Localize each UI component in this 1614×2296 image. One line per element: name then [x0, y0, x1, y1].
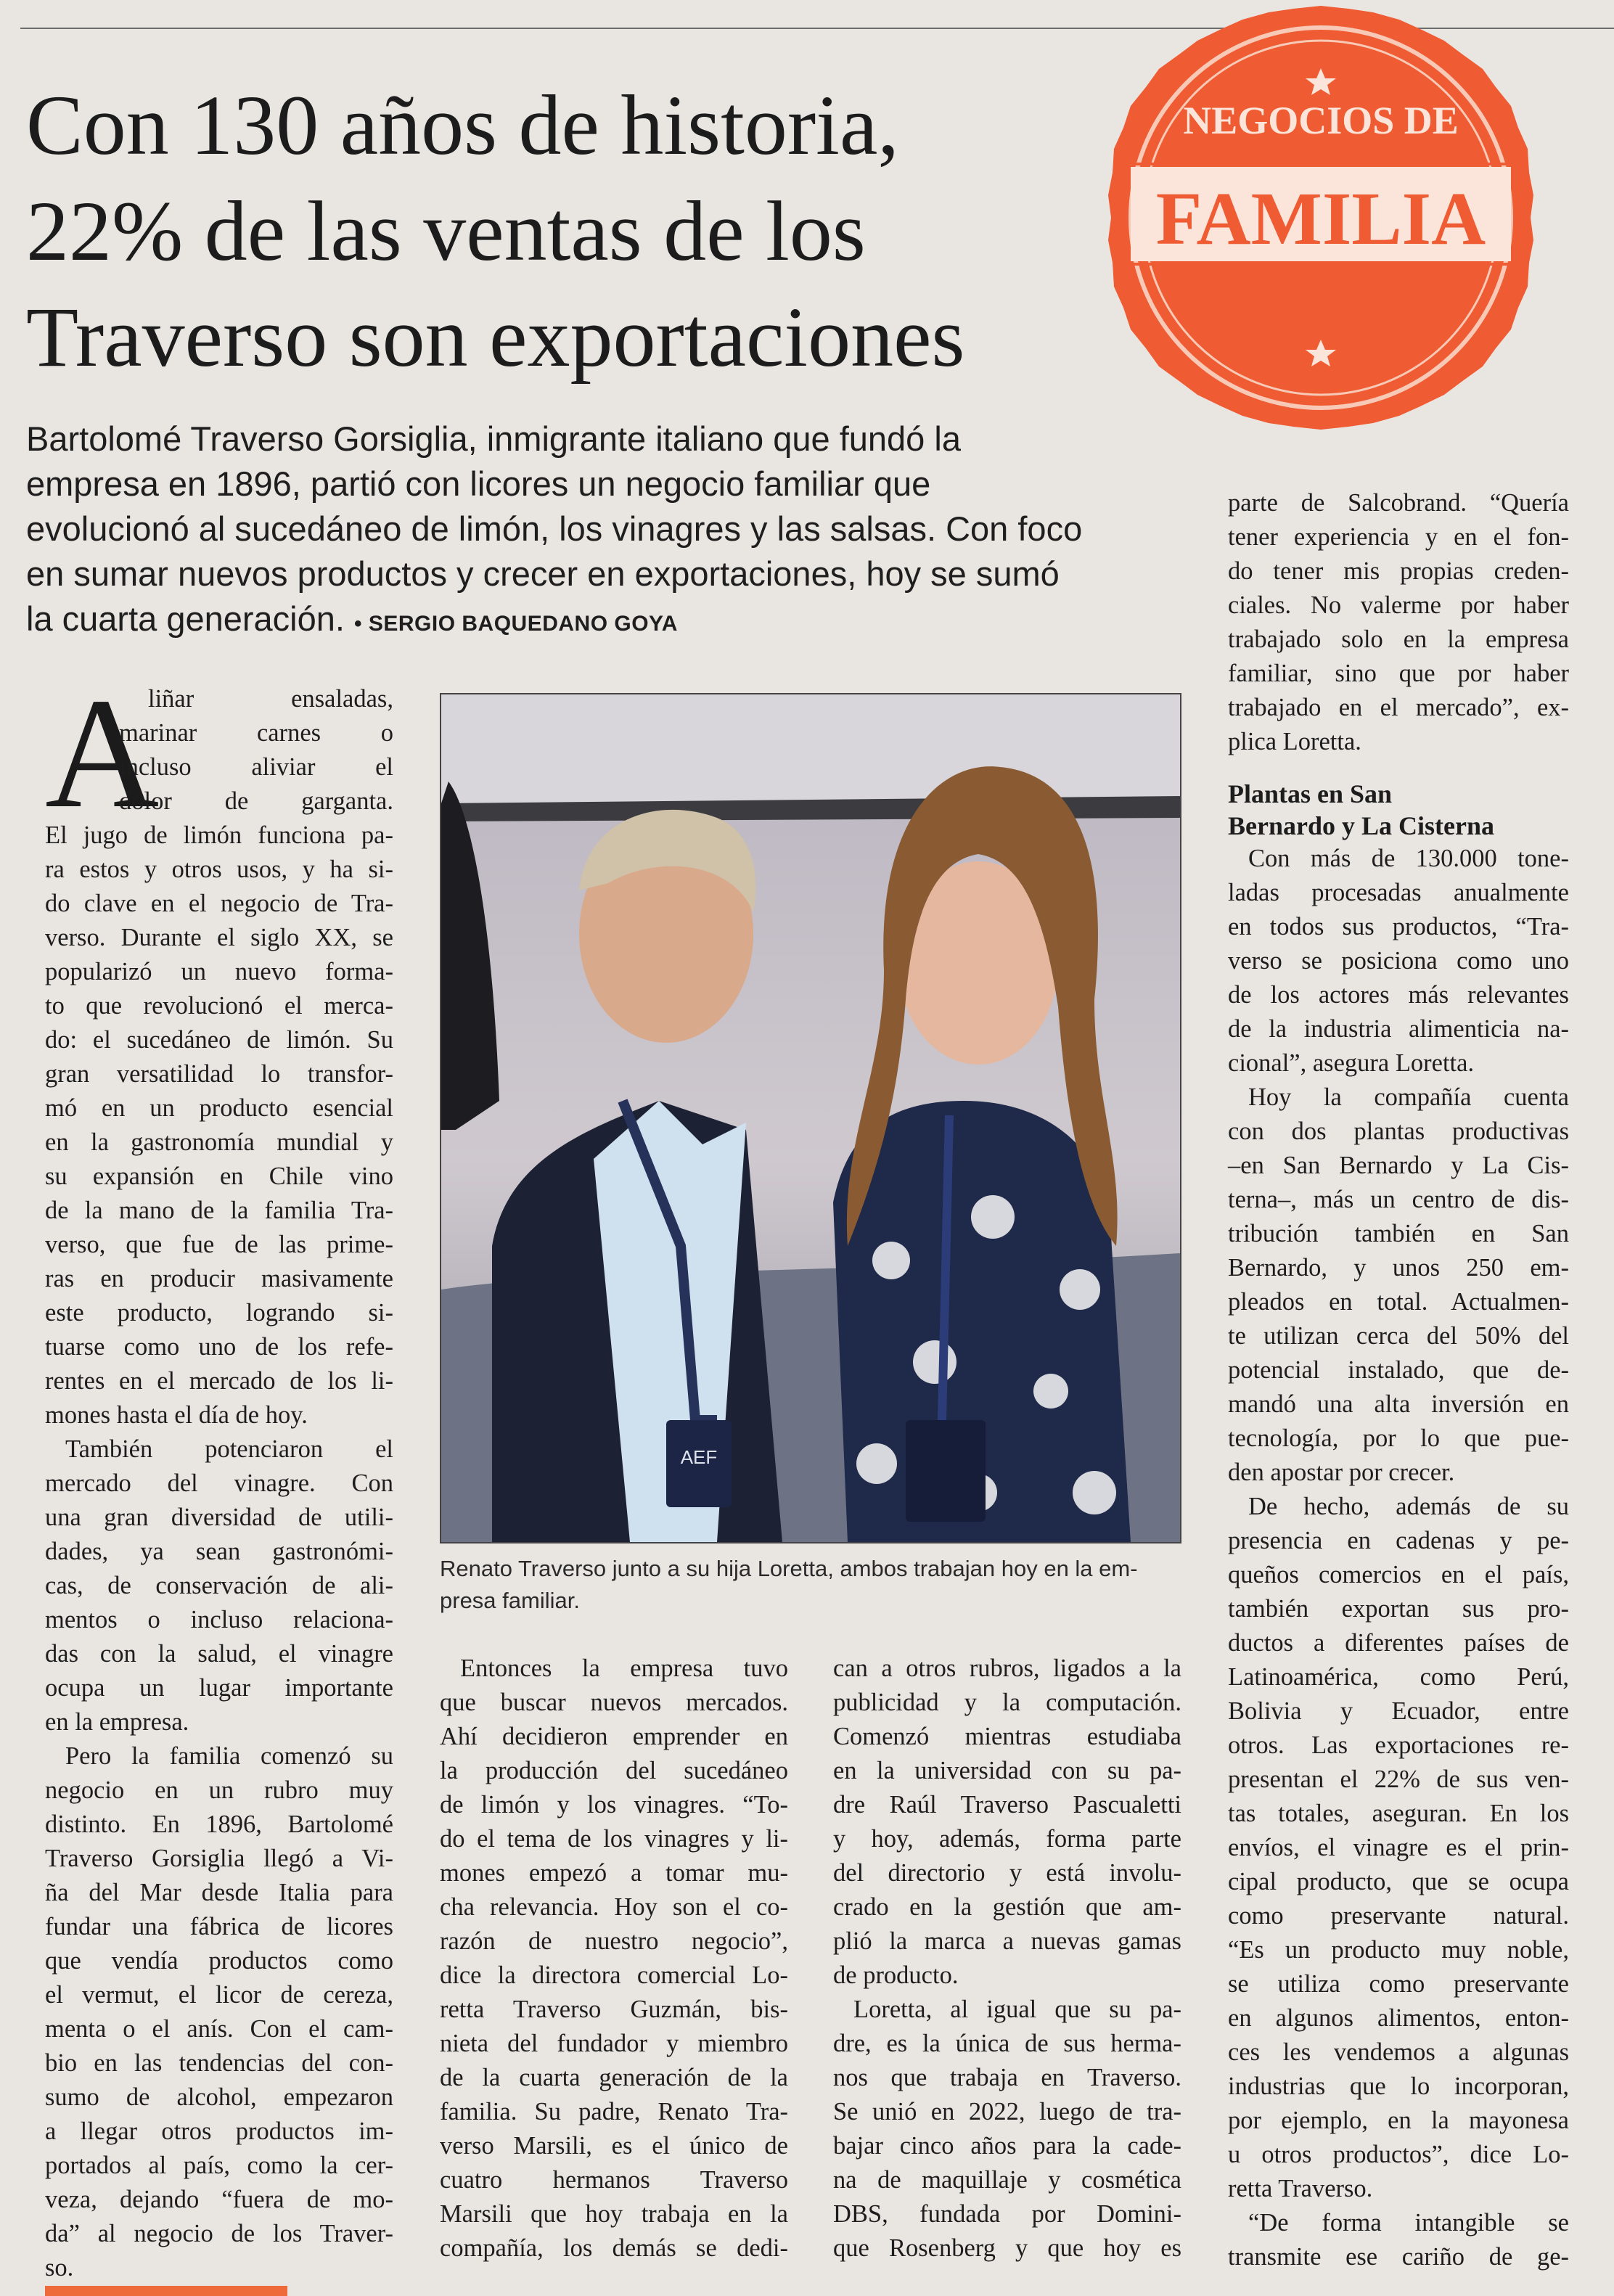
text-line: la producción del sucedáneo: [440, 1757, 788, 1784]
text-line: ductos a diferentes países de: [1228, 1629, 1569, 1657]
text-line: por ejemplo, en la mayonesa: [1228, 2107, 1569, 2134]
column-4: [1228, 486, 1569, 2274]
text-line: en la universidad con su pa-: [833, 1757, 1181, 1784]
text-line: verso Marsili, es el único de: [440, 2132, 788, 2160]
caption-line: presa familiar.: [440, 1588, 580, 1613]
text-line: ces les vendemos a algunas: [1228, 2038, 1569, 2066]
lead-last-text: la cuarta generación.: [26, 599, 345, 638]
text-line: Bernardo, y unos 250 em-: [1228, 1254, 1569, 1282]
text-line: rentes en el mercado de los li-: [45, 1367, 393, 1395]
text-line: mentos o incluso relaciona-: [45, 1606, 393, 1633]
headline-line: Con 130 años de historia,: [26, 78, 899, 173]
text-line: can a otros rubros, ligados a la: [833, 1655, 1181, 1682]
text-line: Loretta, al igual que su pa-: [853, 1996, 1181, 2023]
text-line: ña del Mar desde Italia para: [45, 1879, 393, 1906]
text-line: ras en producir masivamente: [45, 1265, 393, 1292]
text-line: mones empezó a tomar mu-: [440, 1859, 788, 1887]
text-line: El jugo de limón funciona pa-: [45, 821, 393, 849]
text-line: en todos sus productos, “Tra-: [1228, 913, 1569, 940]
text-line: compañía, los demás se dedi-: [440, 2234, 788, 2262]
text-line: transmite ese cariño de ge-: [1228, 2243, 1569, 2271]
subhead-line: Bernardo y La Cisterna: [1228, 811, 1494, 840]
text-line: que buscar nuevos mercados.: [440, 1689, 788, 1716]
negocios-de-familia-stamp: [1081, 0, 1560, 435]
lead-line: empresa en 1896, partió con licores un negocio familiar que: [26, 464, 931, 503]
lead-line-last: [26, 596, 1202, 647]
text-line: como preservante natural.: [1228, 1902, 1569, 1930]
column-4-top: [1228, 486, 1569, 759]
text-line: dre, es la única de sus herma-: [833, 2030, 1181, 2057]
text-line: dice la directora comercial Lo-: [440, 1961, 788, 1989]
text-line: mandó una alta inversión en: [1228, 1390, 1569, 1418]
text-line: en la gastronomía mundial y: [45, 1128, 393, 1156]
headline-line: Traverso son exportaciones: [26, 290, 965, 385]
drop-cap: A: [45, 666, 160, 841]
text-line: parte de Salcobrand. “Quería: [1228, 489, 1569, 517]
text-line: Hoy la compañía cuenta: [1248, 1083, 1569, 1111]
text-line: ciales. No valerme por haber: [1228, 591, 1569, 619]
text-line: retta Traverso.: [1228, 2175, 1373, 2202]
photo-caption: [440, 1553, 1181, 1617]
text-line: dolor de garganta.: [119, 787, 393, 815]
photo-illustration: [441, 694, 1180, 1542]
text-line: plica Loretta.: [1228, 728, 1361, 755]
text-line: presencia en cadenas y pe-: [1228, 1527, 1569, 1554]
bottom-accent-bar: [45, 2286, 287, 2296]
text-line: dades, ya sean gastronómi-: [45, 1538, 393, 1565]
text-line: u otros productos”, dice Lo-: [1228, 2141, 1569, 2168]
text-line: y hoy, además, forma parte: [833, 1825, 1181, 1853]
text-line: se utiliza como preservante: [1228, 1970, 1569, 1998]
text-line: cipal producto, que se ocupa: [1228, 1868, 1569, 1895]
subhead-line: Plantas en San: [1228, 779, 1393, 808]
text-line: presentan el 22% de sus ven-: [1228, 1766, 1569, 1793]
text-line: so.: [45, 2254, 74, 2281]
text-line: envíos, el vinagre es el prin-: [1228, 1834, 1569, 1861]
text-line: ladas procesadas anualmente: [1228, 879, 1569, 906]
lead-line: Bartolomé Traverso Gorsiglia, inmigrante italiano que fundó la: [26, 419, 961, 458]
text-line: tuarse como uno de los refe-: [45, 1333, 393, 1361]
text-line: do el tema de los vinagres y li-: [440, 1825, 788, 1853]
text-line: portados al país, como la cer-: [45, 2152, 393, 2179]
byline: • SERGIO BAQUEDANO GOYA: [354, 612, 678, 636]
text-line: nieta del fundador y miembro: [440, 2030, 788, 2057]
text-line: verso. Durante el siglo XX, se: [45, 924, 393, 951]
text-line: negocio en un rubro muy: [45, 1776, 393, 1804]
text-line: do clave en el negocio de Tra-: [45, 890, 393, 917]
text-line: crado en la gestión que am-: [833, 1893, 1181, 1921]
text-line: ra estos y otros usos, y ha si-: [45, 856, 393, 883]
stamp-top-text: NEGOCIOS DE: [1183, 99, 1459, 142]
text-line: de la industria alimenticia na-: [1228, 1015, 1569, 1043]
text-line: incluso aliviar el: [119, 753, 393, 781]
text-line: Marsili que hoy trabaja en la: [440, 2200, 788, 2228]
text-line: gran versatilidad lo transfor-: [45, 1060, 393, 1088]
text-line: de los actores más relevantes: [1228, 981, 1569, 1009]
text-line: familiar, sino que por haber: [1228, 660, 1569, 687]
text-line: cional”, asegura Loretta.: [1228, 1049, 1475, 1077]
caption-line: Renato Traverso junto a su hija Loretta, ambos trabajan hoy en la em-: [440, 1556, 1138, 1581]
text-line: cas, de conservación de ali-: [45, 1572, 393, 1599]
text-line: distinto. En 1896, Bartolomé: [45, 1811, 393, 1838]
text-line: do: el sucedáneo de limón. Su: [45, 1026, 393, 1054]
column-2: [440, 1652, 788, 2266]
column-1: [45, 666, 393, 2285]
text-line: da” al negocio de los Traver-: [45, 2220, 393, 2247]
text-line: terna–, más un centro de dis-: [1228, 1186, 1569, 1213]
text-line: Con más de 130.000 tone-: [1248, 845, 1569, 872]
text-line: marinar carnes o: [119, 719, 393, 747]
text-line: DBS, fundada por Domini-: [833, 2200, 1181, 2228]
text-line: pleados en total. Actualmen-: [1228, 1288, 1569, 1316]
text-line: den apostar por crecer.: [1228, 1459, 1455, 1486]
text-line: mones hasta el día de hoy.: [45, 1401, 308, 1429]
text-line: De hecho, además de su: [1248, 1493, 1569, 1520]
text-line: das con la salud, el vinagre: [45, 1640, 393, 1668]
text-line: que Rosenberg y que hoy es: [833, 2234, 1181, 2262]
text-line: verso, que fue de las prime-: [45, 1231, 393, 1258]
text-line: en algunos alimentos, enton-: [1228, 2004, 1569, 2032]
text-line: do tener mis propias creden-: [1228, 557, 1569, 585]
lead-line: en sumar nuevos productos y crecer en exportaciones, hoy se sumó: [26, 554, 1060, 593]
text-line: su expansión en Chile vino: [45, 1163, 393, 1190]
text-line: fundar una fábrica de licores: [45, 1913, 393, 1940]
text-line: te utilizan cerca del 50% del: [1228, 1322, 1569, 1350]
text-line: el vermut, el licor de cereza,: [45, 1981, 393, 2009]
lead-line: evolucionó al sucedáneo de limón, los vinagres y las salsas. Con foco: [26, 509, 1083, 548]
text-line: Pero la familia comenzó su: [65, 1742, 393, 1770]
text-line: una gran diversidad de utili-: [45, 1504, 393, 1531]
text-line: “Es un producto muy noble,: [1228, 1936, 1569, 1964]
text-line: mercado del vinagre. Con: [45, 1469, 393, 1497]
text-line: de limón y los vinagres. “To-: [440, 1791, 788, 1819]
text-line: dre Raúl Traverso Pascualetti: [833, 1791, 1181, 1819]
text-line: cha relevancia. Hoy son el co-: [440, 1893, 788, 1921]
text-line: También potenciaron el: [65, 1435, 393, 1463]
text-line: popularizó un nuevo forma-: [45, 958, 393, 985]
text-line: Comenzó mientras estudiaba: [833, 1723, 1181, 1750]
text-line: Ahí decidieron emprender en: [440, 1723, 788, 1750]
text-line: tas totales, aseguran. En los: [1228, 1800, 1569, 1827]
text-line: este producto, logrando si-: [45, 1299, 393, 1327]
text-line: nos que trabaja en Traverso.: [833, 2064, 1181, 2091]
text-line: otros. Las exportaciones re-: [1228, 1731, 1569, 1759]
text-line: que vendía productos como: [45, 1947, 393, 1975]
text-line: queños comercios en el país,: [1228, 1561, 1569, 1588]
text-line: veza, dejando “fuera de mo-: [45, 2186, 393, 2213]
text-line: potencial instalado, que de-: [1228, 1356, 1569, 1384]
text-line: trabajado en el mercado”, ex-: [1228, 694, 1569, 721]
text-line: liñar ensaladas,: [148, 685, 393, 713]
text-line: sumo de alcohol, empezaron: [45, 2083, 393, 2111]
text-line: tribución también en San: [1228, 1220, 1569, 1247]
text-line: tener experiencia y en el fon-: [1228, 523, 1569, 551]
text-line: tecnología, por lo que pue-: [1228, 1424, 1569, 1452]
text-line: publicidad y la computación.: [833, 1689, 1181, 1716]
stamp-main-text: FAMILIA: [1155, 177, 1486, 261]
lanyard-badge-text: AEF: [680, 1446, 718, 1468]
text-line: de la mano de la familia Tra-: [45, 1197, 393, 1224]
subhead: [1228, 778, 1569, 842]
text-line: Latinoamérica, como Perú,: [1228, 1663, 1569, 1691]
text-line: Entonces la empresa tuvo: [460, 1655, 788, 1682]
text-line: industrias que lo incorporan,: [1228, 2072, 1569, 2100]
text-line: to que revolucionó el merca-: [45, 992, 393, 1020]
text-line: trabajado solo en la empresa: [1228, 626, 1569, 653]
text-line: bio en las tendencias del con-: [45, 2049, 393, 2077]
text-line: na de maquillaje y cosmética: [833, 2166, 1181, 2194]
text-line: razón de nuestro negocio”,: [440, 1927, 788, 1955]
text-line: en la empresa.: [45, 1708, 189, 1736]
headline-line: 22% de las ventas de los: [26, 184, 866, 279]
text-line: mó en un producto esencial: [45, 1094, 393, 1122]
text-line: Traverso Gorsiglia llegó a Vi-: [45, 1845, 393, 1872]
text-line: Bolivia y Ecuador, entre: [1228, 1697, 1569, 1725]
column-4-body: [1228, 842, 1569, 2274]
text-line: verso se posiciona como uno: [1228, 947, 1569, 975]
text-line: plió la marca a nuevas gamas: [833, 1927, 1181, 1955]
text-line: de producto.: [833, 1961, 959, 1989]
text-line: también exportan sus pro-: [1228, 1595, 1569, 1623]
text-line: menta o el anís. Con el cam-: [45, 2015, 393, 2043]
text-line: de la cuarta generación de la: [440, 2064, 788, 2091]
text-line: retta Traverso Guzmán, bis-: [440, 1996, 788, 2023]
text-line: ocupa un lugar importante: [45, 1674, 393, 1702]
text-line: a llegar otros productos im-: [45, 2117, 393, 2145]
text-line: –en San Bernardo y La Cis-: [1228, 1152, 1569, 1179]
text-line: con dos plantas productivas: [1228, 1118, 1569, 1145]
headline: [26, 73, 1129, 390]
text-line: familia. Su padre, Renato Tra-: [440, 2098, 788, 2125]
text-line: cuatro hermanos Traverso: [440, 2166, 788, 2194]
lead-paragraph: [26, 417, 1202, 647]
column-3: [833, 1652, 1181, 2266]
text-line: Se unió en 2022, luego de tra-: [833, 2098, 1181, 2125]
text-line: “De forma intangible se: [1248, 2209, 1569, 2236]
photo-renato-loretta: [440, 693, 1181, 1543]
text-line: bajar cinco años para la cade-: [833, 2132, 1181, 2160]
text-line: del directorio y está involu-: [833, 1859, 1181, 1887]
